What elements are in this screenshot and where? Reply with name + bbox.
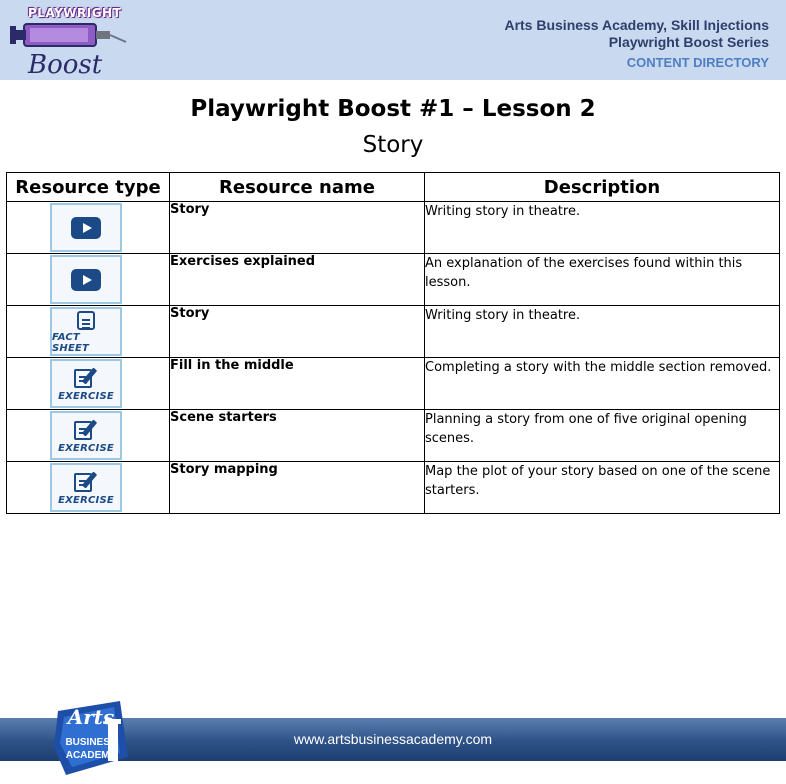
resource-name: Story — [170, 306, 425, 358]
table-header-row — [7, 173, 780, 202]
resource-description: Writing story in theatre. — [425, 202, 780, 254]
arts-business-academy-logo — [50, 697, 132, 779]
table-row — [7, 254, 780, 306]
footer-url-link[interactable]: www.artsbusinessacademy.com — [293, 731, 493, 747]
exercise-icon — [74, 471, 98, 493]
fact-sheet-resource-button[interactable] — [50, 307, 122, 356]
resource-table — [6, 172, 780, 514]
resource-type-cell — [7, 254, 170, 306]
header-info — [504, 17, 769, 71]
section-line: CONTENT DIRECTORY — [626, 55, 769, 70]
table-row — [7, 410, 780, 462]
video-icon — [71, 217, 101, 239]
resource-type-label: EXERCISE — [58, 495, 114, 506]
page-subtitle: Story — [362, 132, 424, 158]
resource-type-cell — [7, 358, 170, 410]
table-row — [7, 202, 780, 254]
table-row — [7, 358, 780, 410]
logo-top-text: PLAYWRIGHT — [28, 6, 122, 20]
video-resource-button[interactable] — [50, 203, 122, 252]
resource-type-label: EXERCISE — [58, 391, 114, 402]
playwright-boost-logo — [10, 2, 130, 78]
org-line: Arts Business Academy, Skill Injections — [504, 17, 769, 33]
video-icon — [71, 269, 101, 291]
resource-description: Completing a story with the middle section removed. — [425, 358, 780, 410]
exercise-icon — [74, 419, 98, 441]
video-resource-button[interactable] — [50, 255, 122, 304]
page-title: Playwright Boost #1 – Lesson 2 — [190, 96, 596, 122]
resource-type-label: EXERCISE — [58, 443, 114, 454]
logo-line-arts: Arts — [67, 705, 115, 729]
resource-name: Fill in the middle — [170, 358, 425, 410]
exercise-icon — [74, 367, 98, 389]
logo-line-academy: ACADEMY — [65, 750, 117, 761]
table-row — [7, 306, 780, 358]
resource-name: Story mapping — [170, 462, 425, 514]
logo-bottom-text: Boost — [28, 50, 103, 80]
header-resource-name: Resource name — [170, 173, 425, 202]
resource-description: Planning a story from one of five original opening scenes. — [425, 410, 780, 462]
exercise-resource-button[interactable] — [50, 463, 122, 512]
page-header — [0, 0, 786, 80]
resource-description: Writing story in theatre. — [425, 306, 780, 358]
exercise-resource-button[interactable] — [50, 359, 122, 408]
exercise-resource-button[interactable] — [50, 411, 122, 460]
resource-type-cell — [7, 462, 170, 514]
table-row — [7, 462, 780, 514]
resource-description: Map the plot of your story based on one of the scene starters. — [425, 462, 780, 514]
resource-name: Scene starters — [170, 410, 425, 462]
resource-type-cell — [7, 202, 170, 254]
resource-type-cell — [7, 410, 170, 462]
resource-description: An explanation of the exercises found within this lesson. — [425, 254, 780, 306]
header-resource-type: Resource type — [7, 173, 170, 202]
resource-name: Exercises explained — [170, 254, 425, 306]
resource-name: Story — [170, 202, 425, 254]
header-description: Description — [425, 173, 780, 202]
resource-type-label: FACT SHEET — [52, 332, 90, 354]
series-line: Playwright Boost Series — [608, 34, 769, 50]
resource-type-cell — [7, 306, 170, 358]
logo-line-business: BUSINESS — [65, 737, 117, 748]
fact-sheet-icon — [77, 311, 95, 330]
